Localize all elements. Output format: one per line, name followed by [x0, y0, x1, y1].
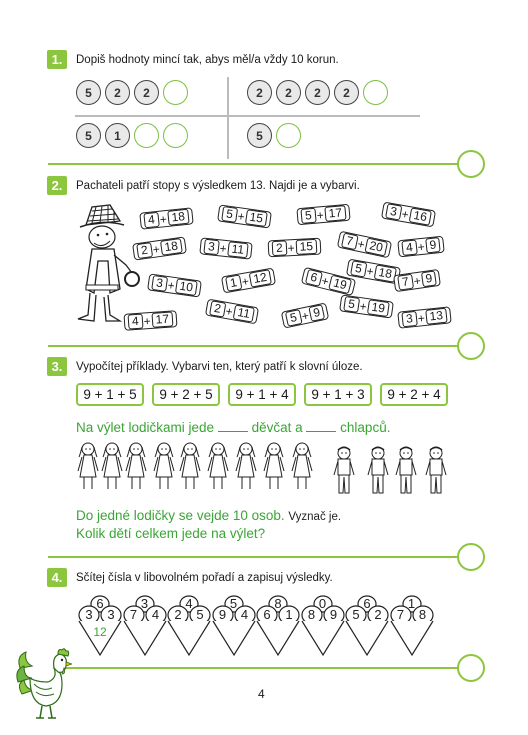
- cone-left: 5: [352, 607, 360, 622]
- footprint-addend-b: 9: [425, 237, 441, 253]
- footprint-operator: +: [416, 310, 426, 326]
- coin: 5: [247, 123, 272, 148]
- cone-left: 8: [307, 607, 316, 622]
- cone-top: 5: [229, 596, 238, 611]
- footprint-operator: +: [400, 206, 410, 222]
- expression-row: [76, 383, 448, 406]
- boys-blank[interactable]: [306, 431, 336, 432]
- cone-right: 5: [196, 607, 204, 622]
- cone-right: 4: [240, 607, 249, 622]
- footprint-addend-a: 2: [136, 242, 153, 259]
- footprint-addend-b: 18: [160, 238, 183, 256]
- footprint-addend-b: 10: [175, 278, 198, 296]
- footprint-addend-b: 17: [324, 205, 347, 222]
- section-divider-1: [48, 163, 458, 165]
- footprint-addend-b: 18: [373, 264, 397, 282]
- empty-coin-slot[interactable]: [134, 123, 159, 148]
- cone-top: 1: [407, 596, 416, 611]
- cone-left: 2: [174, 607, 182, 622]
- cone-left: 3: [85, 607, 93, 622]
- footprint-operator: +: [356, 236, 367, 252]
- footprint-operator: +: [300, 307, 311, 324]
- divider-horizontal: [75, 115, 420, 117]
- coin: 5: [76, 123, 101, 148]
- exercise-2-instruction: Pachateli patří stopy s výsledkem 13. Najdi je a vybarvi.: [76, 180, 360, 192]
- expression-box[interactable]: 9 + 2 + 5: [152, 383, 220, 406]
- empty-coin-slot[interactable]: [276, 123, 301, 148]
- exercise-1-instruction: Dopiš hodnoty mincí tak, abys měl/a vždy 10 korun.: [76, 54, 339, 66]
- girl-figure[interactable]: [206, 441, 230, 493]
- footprint[interactable]: [397, 306, 452, 328]
- footprint[interactable]: [147, 273, 202, 297]
- detective-illustration: [72, 203, 144, 325]
- footprint[interactable]: [123, 310, 177, 331]
- coin: 2: [276, 80, 301, 105]
- story-note: Vyznač je.: [288, 511, 342, 523]
- footprint-addend-a: 4: [401, 240, 417, 256]
- footprint-addend-b: 19: [328, 275, 352, 295]
- cone-left: 6: [263, 607, 271, 622]
- cone-top: 4: [185, 596, 193, 611]
- footprint-addend-a: 3: [151, 275, 168, 292]
- cone-left: 7: [396, 607, 405, 622]
- result-circle-3[interactable]: [457, 543, 485, 571]
- coin: 2: [305, 80, 330, 105]
- girl-figure[interactable]: [124, 441, 148, 493]
- cone-right: 1: [285, 607, 293, 622]
- page-number: 4: [258, 687, 265, 701]
- footprint-addend-b: 11: [227, 241, 249, 258]
- footprint-operator: +: [365, 263, 375, 279]
- girl-figure[interactable]: [290, 441, 314, 493]
- cone-top: 3: [140, 596, 149, 611]
- expression-box[interactable]: 9 + 2 + 4: [380, 383, 448, 406]
- footprint-addend-a: 5: [300, 208, 316, 224]
- story-text: děvčat a: [251, 420, 303, 435]
- footprint-operator: +: [224, 303, 234, 319]
- coin-row-1: [76, 80, 188, 105]
- cone-top: 6: [363, 596, 371, 611]
- girl-figure[interactable]: [152, 441, 176, 493]
- expression-box[interactable]: 9 + 1 + 3: [304, 383, 372, 406]
- section-divider-2: [48, 345, 458, 347]
- footprint-operator: +: [166, 277, 176, 293]
- exercise-4-instruction: Sčítej čísla v libovolném pořadí a zapisuj výsledky.: [76, 572, 333, 584]
- footprint[interactable]: [268, 238, 322, 258]
- coin-row-4: [247, 123, 301, 148]
- cone-right: 8: [418, 607, 427, 622]
- footprint-operator: +: [236, 208, 246, 224]
- coin-row-2: [247, 80, 388, 105]
- girl-figure[interactable]: [100, 441, 124, 493]
- story-line-1: [76, 420, 390, 435]
- coin: 1: [105, 123, 130, 148]
- footprint-operator: +: [240, 273, 250, 289]
- story-line-2: [76, 508, 341, 523]
- footprint[interactable]: [199, 237, 253, 259]
- footprint-addend-b: 16: [408, 207, 432, 225]
- footprint-addend-a: 5: [343, 296, 360, 313]
- girl-figure[interactable]: [234, 441, 258, 493]
- footprint-operator: +: [218, 240, 228, 256]
- cone-right: 9: [329, 607, 338, 622]
- coin-row-3: [76, 123, 188, 148]
- footprint[interactable]: [205, 299, 259, 325]
- story-text: chlapců.: [340, 420, 391, 435]
- footprint-operator: +: [151, 241, 161, 257]
- footprint-addend-a: 3: [203, 239, 219, 255]
- girl-figure[interactable]: [262, 441, 286, 493]
- ice-cream-cone[interactable]: [388, 595, 440, 655]
- exercise-number-3: 3.: [47, 357, 67, 376]
- cone-right: 2: [374, 607, 382, 622]
- footprint[interactable]: [217, 204, 272, 228]
- expression-box[interactable]: 9 + 1 + 5: [76, 383, 144, 406]
- coin: 2: [105, 80, 130, 105]
- footprint[interactable]: [393, 269, 441, 292]
- cone-top: 0: [318, 596, 327, 611]
- footprint[interactable]: [339, 294, 394, 318]
- footprint[interactable]: [281, 302, 330, 328]
- footprint-addend-b: 11: [232, 304, 255, 322]
- coin: 5: [76, 80, 101, 105]
- footprint-addend-b: 18: [167, 209, 190, 226]
- footprint[interactable]: [221, 268, 276, 294]
- footprint-addend-b: 15: [245, 209, 268, 227]
- footprint-addend-a: 4: [128, 314, 144, 330]
- girl-figure[interactable]: [178, 441, 202, 493]
- section-divider-4: [60, 667, 458, 669]
- footprint-addend-a: 6: [305, 269, 323, 287]
- footprint[interactable]: [139, 207, 194, 229]
- cone-left: 9: [218, 607, 227, 622]
- footprint-addend-b: 20: [364, 237, 388, 256]
- cone-left: 7: [129, 607, 138, 622]
- footprint-addend-a: 4: [143, 212, 159, 228]
- footprint[interactable]: [296, 204, 350, 226]
- section-divider-3: [48, 556, 458, 558]
- footprint-addend-b: 9: [421, 270, 438, 287]
- story-text: Na výlet lodičkami jede: [76, 420, 215, 435]
- footprint-operator: +: [358, 298, 368, 314]
- cone-top: 8: [274, 596, 282, 611]
- footprint-operator: +: [143, 313, 152, 328]
- exercise-number-1: 1.: [47, 50, 67, 69]
- boy-figure[interactable]: [424, 445, 448, 497]
- footprint-addend-a: 7: [397, 274, 414, 291]
- result-circle-4[interactable]: [457, 654, 485, 682]
- footprint-operator: +: [287, 240, 296, 255]
- cone-right: 3: [107, 607, 115, 622]
- girls-blank[interactable]: [218, 431, 248, 432]
- boy-figure[interactable]: [366, 445, 390, 497]
- result-circle-2[interactable]: [457, 332, 485, 360]
- cone-right: 4: [151, 607, 160, 622]
- coin: 2: [247, 80, 272, 105]
- exercise-3-instruction: Vypočítej příklady. Vybarvi ten, který patří k slovní úloze.: [76, 361, 363, 373]
- footprint-operator: +: [316, 207, 325, 223]
- story-text: Do jedné lodičky se vejde 10 osob.: [76, 508, 285, 523]
- footprint-addend-a: 3: [385, 203, 402, 220]
- boy-figure[interactable]: [332, 445, 356, 497]
- footprint[interactable]: [337, 231, 392, 259]
- boy-figure[interactable]: [394, 445, 418, 497]
- story-question: Kolik dětí celkem jede na výlet?: [76, 526, 266, 541]
- footprint-addend-b: 17: [151, 311, 173, 327]
- cone-result[interactable]: 12: [93, 625, 107, 639]
- footprint-addend-b: 19: [367, 299, 390, 317]
- footprint-addend-a: 2: [209, 300, 226, 317]
- footprint[interactable]: [397, 236, 445, 258]
- coin: 2: [134, 80, 159, 105]
- footprint-addend-b: 12: [248, 269, 272, 287]
- cone-top: 6: [96, 596, 104, 611]
- footprint-addend-a: 5: [221, 206, 238, 223]
- footprint-addend-b: 13: [425, 308, 448, 325]
- result-circle-1[interactable]: [457, 150, 485, 178]
- footprint-operator: +: [158, 211, 168, 227]
- footprint-addend-b: 9: [308, 304, 325, 322]
- footprint-addend-a: 3: [401, 311, 417, 327]
- footprint-addend-a: 1: [225, 274, 242, 291]
- footprint-addend-b: 15: [295, 239, 317, 255]
- empty-coin-slot[interactable]: [163, 80, 188, 105]
- footprint-operator: +: [320, 273, 331, 289]
- footprint-addend-a: 2: [272, 240, 287, 256]
- empty-coin-slot[interactable]: [163, 123, 188, 148]
- exercise-number-4: 4.: [47, 568, 67, 587]
- girl-figure[interactable]: [76, 441, 100, 493]
- divider-vertical: [227, 77, 229, 159]
- rooster-illustration: [14, 648, 72, 720]
- exercise-number-2: 2.: [47, 176, 67, 195]
- footprint-addend-a: 5: [350, 260, 367, 277]
- footprint-operator: +: [412, 273, 422, 288]
- footprint[interactable]: [381, 202, 436, 228]
- footprint-addend-a: 5: [285, 309, 302, 327]
- coin: 2: [334, 80, 359, 105]
- footprint-addend-a: 7: [341, 232, 358, 250]
- footprint-operator: +: [416, 239, 426, 254]
- expression-box[interactable]: 9 + 1 + 4: [228, 383, 296, 406]
- empty-coin-slot[interactable]: [363, 80, 388, 105]
